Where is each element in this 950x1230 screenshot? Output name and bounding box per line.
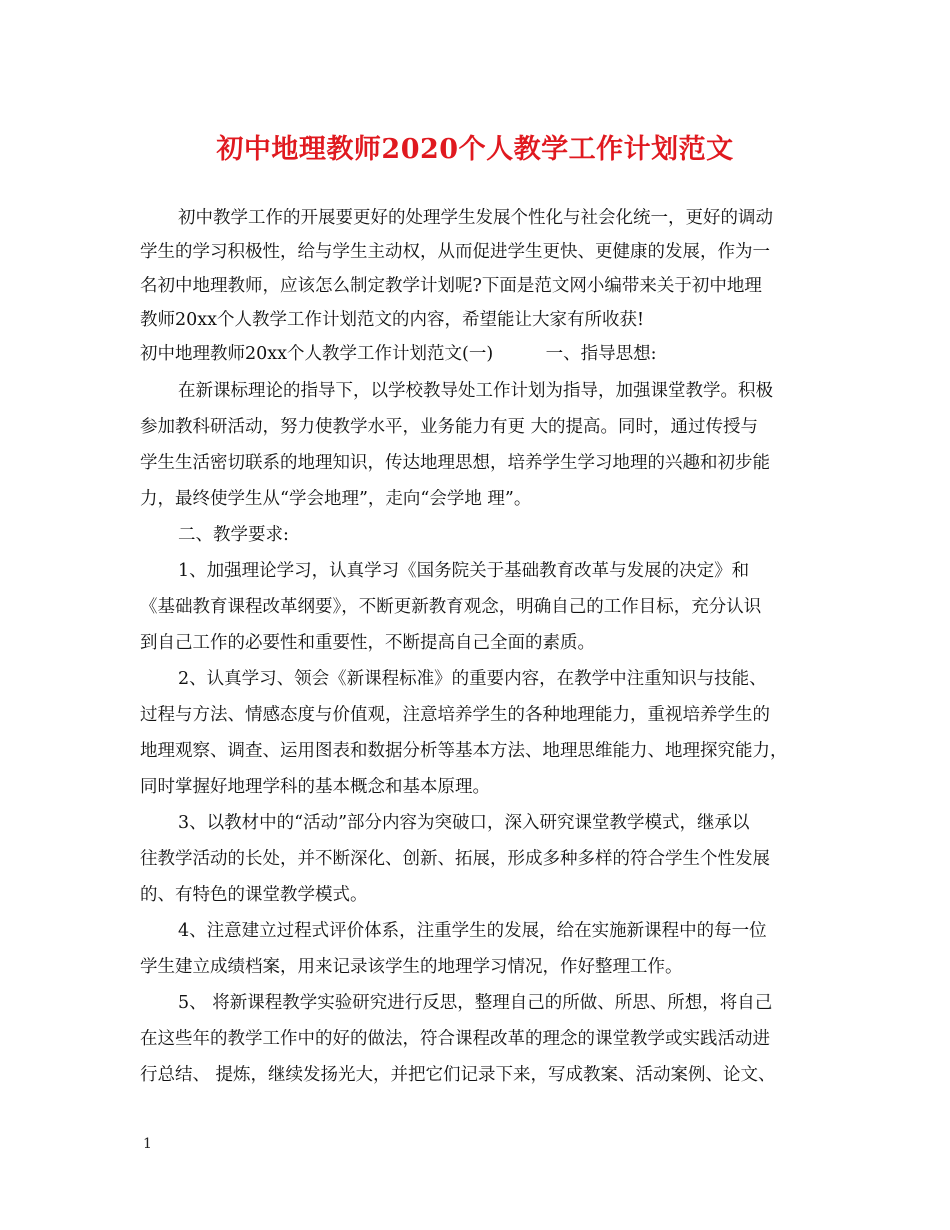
section-heading: 二、教学要求: <box>178 525 289 545</box>
paragraph-line: 往教学活动的长处，并不断深化、创新、拓展，形成多种多样的符合学生个性发展 <box>140 849 770 869</box>
paragraph-line: 3、以教材中的“活动”部分内容为突破口，深入研究课堂教学模式，继承以 <box>178 813 750 833</box>
paragraph-line: 1、加强理论学习，认真学习《国务院关于基础教育改革与发展的决定》和 <box>178 561 750 581</box>
paragraph-line: 5、 将新课程教学实验研究进行反思，整理自己的所做、所思、所想，将自己 <box>178 993 773 1013</box>
paragraph-line: 2、认真学习、领会《新课程标准》的重要内容，在教学中注重知识与技能、 <box>178 669 767 689</box>
paragraph-line: 到自己工作的必要性和重要性，不断提高自己全面的素质。 <box>140 633 595 653</box>
paragraph-line: 教师20xx个人教学工作计划范文的内容，希望能让大家有所收获! <box>140 310 645 330</box>
paragraph-line: 行总结、 提炼，继续发扬光大，并把它们记录下来，写成教案、活动案例、论文、 <box>140 1065 776 1085</box>
paragraph-line: 过程与方法、情感态度与价值观，注意培养学生的各种地理能力，重视培养学生的 <box>140 705 770 725</box>
paragraph-line: 地理观察、调查、运用图表和数据分析等基本方法、地理思维能力、地理探究能力， <box>140 741 788 761</box>
paragraph-line: 参加教科研活动，努力使教学水平，业务能力有更 大的提高。同时，通过传授与 <box>140 417 759 437</box>
paragraph-line: 的、有特色的课堂教学模式。 <box>140 885 368 905</box>
paragraph-line: 初中地理教师20xx个人教学工作计划范文(一) 一、指导思想: <box>140 344 657 364</box>
page-number: 1 <box>143 1136 152 1152</box>
paragraph-line: 名初中地理教师，应该怎么制定教学计划呢?下面是范文网小编带来关于初中地理 <box>140 276 762 296</box>
paragraph-line: 学生的学习积极性，给与学生主动权，从而促进学生更快、更健康的发展，作为一 <box>140 242 770 262</box>
paragraph-line: 学生建立成绩档案，用来记录该学生的地理学习情况，作好整理工作。 <box>140 957 683 977</box>
paragraph-line: 在新课标理论的指导下，以学校教导处工作计划为指导，加强课堂教学。积极 <box>178 381 773 401</box>
paragraph-line: 《基础教育课程改革纲要》，不断更新教育观念，明确自己的工作目标，充分认识 <box>140 597 762 617</box>
document-title: 初中地理教师2020个人教学工作计划范文 <box>216 134 734 165</box>
paragraph-line: 力，最终使学生从“学会地理”，走向“会学地 理”。 <box>140 489 532 509</box>
paragraph-line: 学生生活密切联系的地理知识，传达地理思想，培养学生学习地理的兴趣和初步能 <box>140 453 770 473</box>
paragraph-line: 在这些年的教学工作中的好的做法，符合课程改革的理念的课堂教学或实践活动进 <box>140 1029 770 1049</box>
paragraph-line: 初中教学工作的开展要更好的处理学生发展个性化与社会化统一，更好的调动 <box>178 208 773 228</box>
paragraph-line: 4、注意建立过程式评价体系，注重学生的发展，给在实施新课程中的每一位 <box>178 921 767 941</box>
paragraph-line: 同时掌握好地理学科的基本概念和基本原理。 <box>140 777 490 797</box>
